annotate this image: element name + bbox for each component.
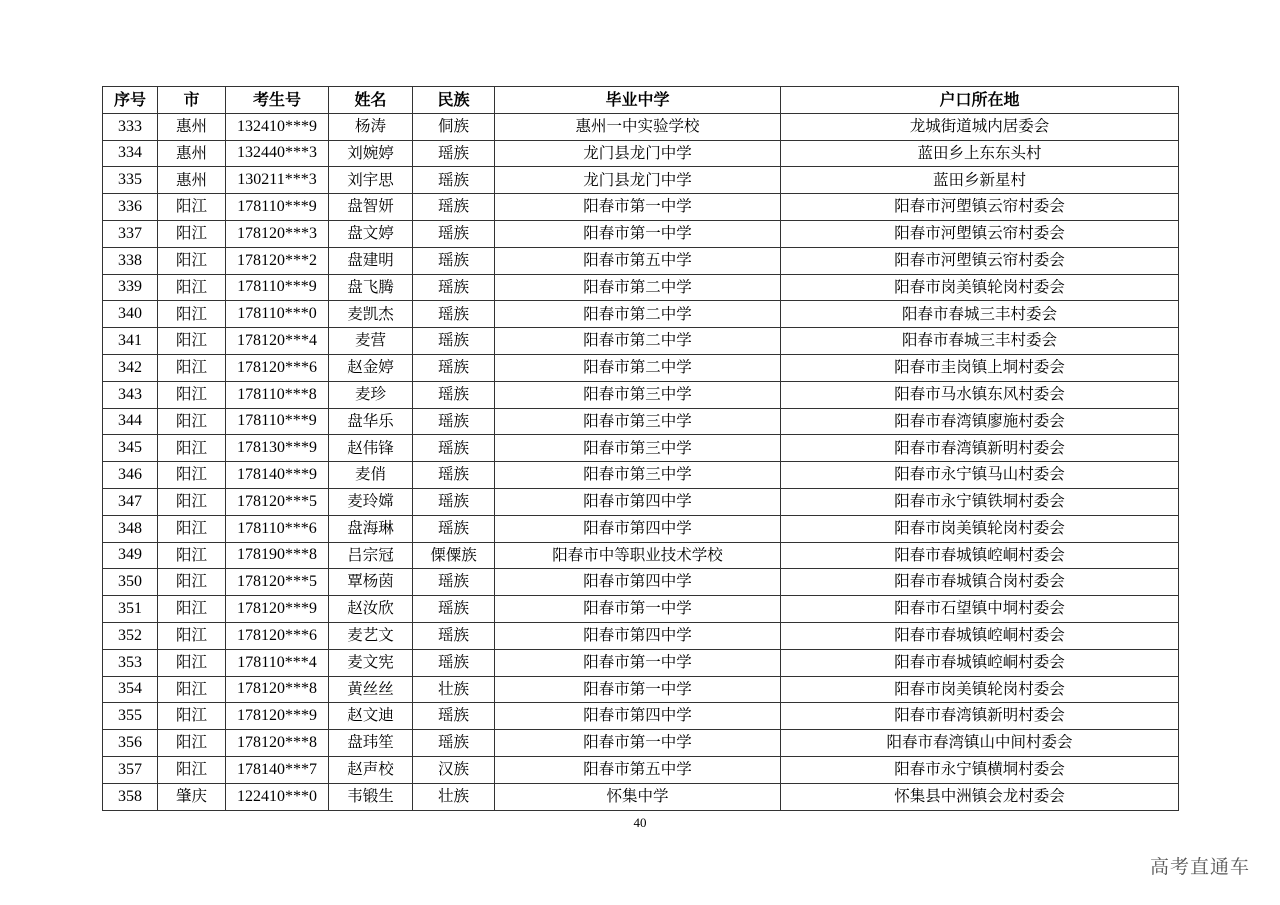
cell-name: 盘玮笙 xyxy=(329,730,413,757)
cell-index: 350 xyxy=(103,569,158,596)
cell-name: 麦营 xyxy=(329,328,413,355)
cell-name: 覃杨茵 xyxy=(329,569,413,596)
cell-name: 盘华乐 xyxy=(329,408,413,435)
cell-city: 阳江 xyxy=(158,220,226,247)
cell-household-registration: 阳春市河塱镇云帘村委会 xyxy=(781,194,1179,221)
cell-exam-number: 178120***8 xyxy=(226,676,329,703)
cell-graduated-school: 阳春市中等职业技术学校 xyxy=(495,542,781,569)
cell-graduated-school: 龙门县龙门中学 xyxy=(495,167,781,194)
cell-index: 346 xyxy=(103,462,158,489)
cell-household-registration: 阳春市永宁镇横垌村委会 xyxy=(781,756,1179,783)
cell-ethnicity: 瑶族 xyxy=(413,435,495,462)
cell-index: 354 xyxy=(103,676,158,703)
cell-exam-number: 178140***9 xyxy=(226,462,329,489)
page-number: 40 xyxy=(633,815,647,830)
cell-name: 赵汝欣 xyxy=(329,596,413,623)
cell-city: 阳江 xyxy=(158,381,226,408)
cell-graduated-school: 阳春市第二中学 xyxy=(495,274,781,301)
table-row xyxy=(103,408,1179,435)
cell-household-registration: 阳春市春城三丰村委会 xyxy=(781,328,1179,355)
table-row xyxy=(103,596,1179,623)
cell-name: 盘海琳 xyxy=(329,515,413,542)
cell-ethnicity: 瑶族 xyxy=(413,569,495,596)
cell-name: 刘宇思 xyxy=(329,167,413,194)
cell-index: 355 xyxy=(103,703,158,730)
cell-city: 阳江 xyxy=(158,569,226,596)
table-row xyxy=(103,167,1179,194)
cell-household-registration: 阳春市岗美镇轮岗村委会 xyxy=(781,274,1179,301)
cell-city: 惠州 xyxy=(158,113,226,140)
cell-graduated-school: 阳春市第一中学 xyxy=(495,220,781,247)
cell-graduated-school: 阳春市第五中学 xyxy=(495,756,781,783)
cell-exam-number: 178120***3 xyxy=(226,220,329,247)
cell-exam-number: 178120***2 xyxy=(226,247,329,274)
table-row xyxy=(103,381,1179,408)
cell-household-registration: 阳春市春城镇崆峒村委会 xyxy=(781,649,1179,676)
cell-household-registration: 阳春市永宁镇铁垌村委会 xyxy=(781,488,1179,515)
cell-ethnicity: 瑶族 xyxy=(413,596,495,623)
cell-graduated-school: 龙门县龙门中学 xyxy=(495,140,781,167)
cell-graduated-school: 阳春市第一中学 xyxy=(495,649,781,676)
cell-household-registration: 阳春市永宁镇马山村委会 xyxy=(781,462,1179,489)
cell-exam-number: 178130***9 xyxy=(226,435,329,462)
cell-name: 盘建明 xyxy=(329,247,413,274)
cell-name: 盘智妍 xyxy=(329,194,413,221)
cell-exam-number: 130211***3 xyxy=(226,167,329,194)
cell-city: 阳江 xyxy=(158,622,226,649)
table-row xyxy=(103,462,1179,489)
cell-ethnicity: 瑶族 xyxy=(413,301,495,328)
cell-index: 339 xyxy=(103,274,158,301)
cell-index: 342 xyxy=(103,354,158,381)
cell-exam-number: 178110***4 xyxy=(226,649,329,676)
cell-graduated-school: 阳春市第三中学 xyxy=(495,381,781,408)
cell-city: 阳江 xyxy=(158,328,226,355)
cell-exam-number: 178110***9 xyxy=(226,274,329,301)
cell-ethnicity: 瑶族 xyxy=(413,649,495,676)
cell-exam-number: 178120***8 xyxy=(226,730,329,757)
cell-index: 356 xyxy=(103,730,158,757)
cell-city: 阳江 xyxy=(158,408,226,435)
student-roster-table xyxy=(102,86,1179,811)
cell-graduated-school: 阳春市第四中学 xyxy=(495,488,781,515)
cell-household-registration: 怀集县中洲镇会龙村委会 xyxy=(781,783,1179,810)
table-row xyxy=(103,488,1179,515)
cell-index: 335 xyxy=(103,167,158,194)
cell-city: 阳江 xyxy=(158,542,226,569)
cell-household-registration: 阳春市春城镇崆峒村委会 xyxy=(781,542,1179,569)
table-row xyxy=(103,756,1179,783)
cell-index: 345 xyxy=(103,435,158,462)
cell-city: 阳江 xyxy=(158,354,226,381)
header-graduated-school: 毕业中学 xyxy=(495,87,781,114)
cell-ethnicity: 瑶族 xyxy=(413,703,495,730)
cell-index: 357 xyxy=(103,756,158,783)
watermark: 高考直通车 xyxy=(1149,856,1250,878)
table-body xyxy=(103,113,1179,810)
cell-city: 阳江 xyxy=(158,488,226,515)
cell-graduated-school: 阳春市第二中学 xyxy=(495,301,781,328)
cell-name: 盘文婷 xyxy=(329,220,413,247)
cell-index: 348 xyxy=(103,515,158,542)
table-row xyxy=(103,703,1179,730)
cell-graduated-school: 阳春市第三中学 xyxy=(495,408,781,435)
cell-city: 阳江 xyxy=(158,515,226,542)
cell-exam-number: 178120***9 xyxy=(226,703,329,730)
cell-index: 333 xyxy=(103,113,158,140)
cell-ethnicity: 侗族 xyxy=(413,113,495,140)
cell-name: 麦凯杰 xyxy=(329,301,413,328)
cell-name: 杨涛 xyxy=(329,113,413,140)
cell-exam-number: 178110***8 xyxy=(226,381,329,408)
cell-index: 336 xyxy=(103,194,158,221)
cell-name: 赵声校 xyxy=(329,756,413,783)
table-header-row xyxy=(103,87,1179,114)
cell-name: 麦俏 xyxy=(329,462,413,489)
cell-exam-number: 178110***9 xyxy=(226,408,329,435)
cell-index: 343 xyxy=(103,381,158,408)
cell-exam-number: 132410***9 xyxy=(226,113,329,140)
cell-ethnicity: 瑶族 xyxy=(413,488,495,515)
cell-city: 阳江 xyxy=(158,274,226,301)
table-row xyxy=(103,274,1179,301)
cell-exam-number: 178190***8 xyxy=(226,542,329,569)
cell-exam-number: 178110***0 xyxy=(226,301,329,328)
cell-graduated-school: 怀集中学 xyxy=(495,783,781,810)
cell-exam-number: 178120***4 xyxy=(226,328,329,355)
cell-ethnicity: 瑶族 xyxy=(413,194,495,221)
table-row xyxy=(103,676,1179,703)
cell-graduated-school: 阳春市第三中学 xyxy=(495,462,781,489)
cell-graduated-school: 阳春市第四中学 xyxy=(495,622,781,649)
cell-index: 351 xyxy=(103,596,158,623)
cell-index: 352 xyxy=(103,622,158,649)
cell-index: 334 xyxy=(103,140,158,167)
cell-ethnicity: 瑶族 xyxy=(413,730,495,757)
cell-graduated-school: 阳春市第一中学 xyxy=(495,194,781,221)
cell-household-registration: 阳春市春湾镇新明村委会 xyxy=(781,703,1179,730)
cell-household-registration: 阳春市马水镇东风村委会 xyxy=(781,381,1179,408)
cell-graduated-school: 阳春市第四中学 xyxy=(495,569,781,596)
table-row xyxy=(103,622,1179,649)
cell-index: 349 xyxy=(103,542,158,569)
cell-ethnicity: 壮族 xyxy=(413,783,495,810)
cell-name: 赵伟锋 xyxy=(329,435,413,462)
header-exam-number: 考生号 xyxy=(226,87,329,114)
cell-ethnicity: 瑶族 xyxy=(413,167,495,194)
cell-household-registration: 阳春市春城三丰村委会 xyxy=(781,301,1179,328)
cell-city: 阳江 xyxy=(158,194,226,221)
table-row xyxy=(103,140,1179,167)
cell-ethnicity: 瑶族 xyxy=(413,354,495,381)
cell-index: 353 xyxy=(103,649,158,676)
cell-household-registration: 蓝田乡上东东头村 xyxy=(781,140,1179,167)
header-index: 序号 xyxy=(103,87,158,114)
cell-household-registration: 阳春市岗美镇轮岗村委会 xyxy=(781,515,1179,542)
cell-ethnicity: 瑶族 xyxy=(413,247,495,274)
cell-graduated-school: 阳春市第四中学 xyxy=(495,703,781,730)
cell-ethnicity: 瑶族 xyxy=(413,515,495,542)
table-row xyxy=(103,354,1179,381)
cell-ethnicity: 傈僳族 xyxy=(413,542,495,569)
cell-name: 盘飞腾 xyxy=(329,274,413,301)
table-row xyxy=(103,301,1179,328)
cell-exam-number: 178120***9 xyxy=(226,596,329,623)
cell-city: 惠州 xyxy=(158,167,226,194)
cell-household-registration: 阳春市河塱镇云帘村委会 xyxy=(781,247,1179,274)
cell-graduated-school: 阳春市第一中学 xyxy=(495,596,781,623)
cell-city: 阳江 xyxy=(158,435,226,462)
cell-ethnicity: 瑶族 xyxy=(413,274,495,301)
cell-ethnicity: 瑶族 xyxy=(413,140,495,167)
cell-name: 麦艺文 xyxy=(329,622,413,649)
cell-ethnicity: 瑶族 xyxy=(413,622,495,649)
cell-household-registration: 龙城街道城内居委会 xyxy=(781,113,1179,140)
header-ethnicity: 民族 xyxy=(413,87,495,114)
table-row xyxy=(103,730,1179,757)
cell-city: 肇庆 xyxy=(158,783,226,810)
cell-name: 韦锻生 xyxy=(329,783,413,810)
cell-graduated-school: 阳春市第三中学 xyxy=(495,435,781,462)
cell-city: 阳江 xyxy=(158,462,226,489)
cell-name: 赵金婷 xyxy=(329,354,413,381)
cell-index: 337 xyxy=(103,220,158,247)
cell-index: 344 xyxy=(103,408,158,435)
table-row xyxy=(103,220,1179,247)
cell-graduated-school: 阳春市第五中学 xyxy=(495,247,781,274)
cell-city: 阳江 xyxy=(158,676,226,703)
cell-ethnicity: 瑶族 xyxy=(413,381,495,408)
cell-ethnicity: 瑶族 xyxy=(413,220,495,247)
table-row xyxy=(103,783,1179,810)
table-row xyxy=(103,435,1179,462)
cell-city: 阳江 xyxy=(158,596,226,623)
cell-graduated-school: 阳春市第一中学 xyxy=(495,676,781,703)
cell-name: 刘婉婷 xyxy=(329,140,413,167)
cell-ethnicity: 壮族 xyxy=(413,676,495,703)
cell-household-registration: 阳春市岗美镇轮岗村委会 xyxy=(781,676,1179,703)
cell-index: 341 xyxy=(103,328,158,355)
cell-exam-number: 122410***0 xyxy=(226,783,329,810)
header-city: 市 xyxy=(158,87,226,114)
cell-index: 347 xyxy=(103,488,158,515)
cell-graduated-school: 惠州一中实验学校 xyxy=(495,113,781,140)
cell-exam-number: 178110***6 xyxy=(226,515,329,542)
cell-household-registration: 阳春市圭岗镇上垌村委会 xyxy=(781,354,1179,381)
cell-household-registration: 阳春市春城镇崆峒村委会 xyxy=(781,622,1179,649)
cell-name: 赵文迪 xyxy=(329,703,413,730)
cell-name: 麦珍 xyxy=(329,381,413,408)
cell-index: 340 xyxy=(103,301,158,328)
cell-exam-number: 132440***3 xyxy=(226,140,329,167)
table-row xyxy=(103,328,1179,355)
cell-name: 麦文宪 xyxy=(329,649,413,676)
table-row xyxy=(103,569,1179,596)
table-row xyxy=(103,515,1179,542)
header-name: 姓名 xyxy=(329,87,413,114)
cell-city: 阳江 xyxy=(158,247,226,274)
cell-exam-number: 178120***6 xyxy=(226,354,329,381)
cell-graduated-school: 阳春市第二中学 xyxy=(495,354,781,381)
cell-name: 吕宗冠 xyxy=(329,542,413,569)
cell-ethnicity: 瑶族 xyxy=(413,408,495,435)
cell-exam-number: 178120***5 xyxy=(226,488,329,515)
cell-ethnicity: 瑶族 xyxy=(413,328,495,355)
cell-city: 阳江 xyxy=(158,301,226,328)
cell-household-registration: 蓝田乡新星村 xyxy=(781,167,1179,194)
cell-city: 惠州 xyxy=(158,140,226,167)
cell-index: 358 xyxy=(103,783,158,810)
cell-household-registration: 阳春市春城镇合岗村委会 xyxy=(781,569,1179,596)
table-row xyxy=(103,247,1179,274)
cell-household-registration: 阳春市春湾镇山中间村委会 xyxy=(781,730,1179,757)
cell-exam-number: 178120***5 xyxy=(226,569,329,596)
table-row xyxy=(103,194,1179,221)
table-row xyxy=(103,542,1179,569)
cell-city: 阳江 xyxy=(158,649,226,676)
cell-household-registration: 阳春市河塱镇云帘村委会 xyxy=(781,220,1179,247)
cell-graduated-school: 阳春市第一中学 xyxy=(495,730,781,757)
cell-household-registration: 阳春市春湾镇廖施村委会 xyxy=(781,408,1179,435)
cell-household-registration: 阳春市石望镇中垌村委会 xyxy=(781,596,1179,623)
header-household-registration: 户口所在地 xyxy=(781,87,1179,114)
cell-ethnicity: 汉族 xyxy=(413,756,495,783)
cell-city: 阳江 xyxy=(158,703,226,730)
cell-graduated-school: 阳春市第二中学 xyxy=(495,328,781,355)
cell-city: 阳江 xyxy=(158,730,226,757)
cell-exam-number: 178140***7 xyxy=(226,756,329,783)
cell-city: 阳江 xyxy=(158,756,226,783)
cell-ethnicity: 瑶族 xyxy=(413,462,495,489)
cell-name: 麦玲嫦 xyxy=(329,488,413,515)
cell-exam-number: 178120***6 xyxy=(226,622,329,649)
cell-graduated-school: 阳春市第四中学 xyxy=(495,515,781,542)
cell-index: 338 xyxy=(103,247,158,274)
cell-exam-number: 178110***9 xyxy=(226,194,329,221)
cell-household-registration: 阳春市春湾镇新明村委会 xyxy=(781,435,1179,462)
cell-name: 黄丝丝 xyxy=(329,676,413,703)
table-row xyxy=(103,649,1179,676)
table-row xyxy=(103,113,1179,140)
